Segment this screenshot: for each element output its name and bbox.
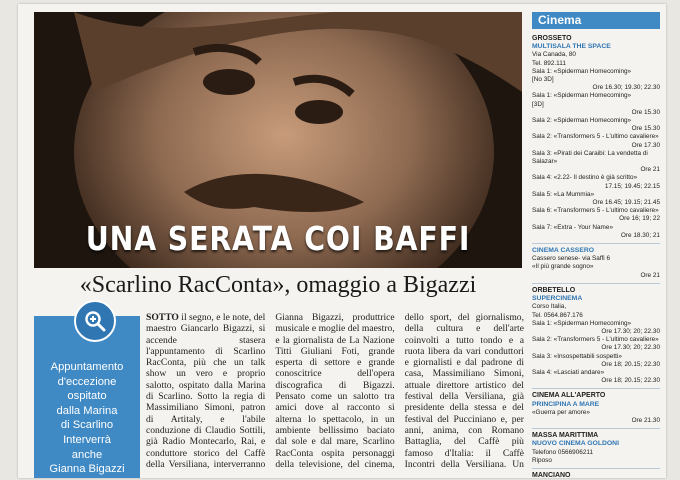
listing-show: Sala 3: «Pirati dei Caraibi: La vendetta di Salazar»	[532, 149, 648, 166]
highlight-line: Interverrà	[63, 433, 111, 446]
listing-info: Riposo	[532, 456, 552, 464]
zoom-icon[interactable]	[74, 300, 116, 342]
listing-cinema-name: NUOVO CINEMA GOLDONI	[532, 440, 619, 448]
article-text: il segno, e le note, del maestro Giancarlo Bigazzi, si accende stasera l'appuntamento di Scarlino RacConta, più che un talk show un vero e proprio salotto, ospitato dalla Marina di Scarlino. Sotto la regia di Massimiliano Simoni, patron di Artitaly, e l'abile conduzione di Claudio Sottili, già Radio Montecarlo, Rai, e conduttore storico del Caffè della Versiliana, interverranno Gianna Bigazzi, produttrice musicale e moglie del maestro, e la giornalista de La Nazione Titti Giuliani Foti, grande esperta di settore e grande conoscitrice dell'opera discografica di Bigazzi. Pensato come un salotto tra amici dove al racconto si alterna lo spettacolo, in un ambiente bellissimo baciato dal sole e dal mare, Scarlino RacConta ospita personaggi della televisione, del cinema, dello sport, del giornalismo, della cultura e dell'arte coinvolti a tutto tondo e a ruota libera da vari conduttori e giornalisti e dal padrone di casa, Massimiliano Simoni, attuale direttore artistico del festival della Versiliana, già presidente della stessa e del festival del Pucciniano e, per anni, anima, con Romano Battaglia, del Caffè più famoso d'Italia: il Caffè Incontri della Versiliana. Un	[146, 312, 524, 470]
listing-times: Ore 15.30	[631, 108, 660, 116]
listing-times: Ore 18.30; 21	[620, 231, 660, 239]
listing-info: Tel. 0564.867.176	[532, 311, 583, 319]
highlight-line: ospitato	[67, 390, 107, 403]
listing-times: Ore 16.45; 19.15; 21.45	[592, 199, 660, 207]
listing-show: Sala 1: «Spiderman Homecoming»	[532, 319, 632, 327]
listing-show: Sala 2: «Transformers 5 - L'ultimo cavaliere»	[532, 336, 659, 344]
highlight-line: di Scarlino	[60, 419, 114, 432]
listing-show: [No 3D]	[532, 76, 554, 84]
article-paragraph	[146, 312, 524, 478]
cinema-blocks	[532, 35, 660, 478]
highlight-line: Appuntamento	[50, 361, 124, 373]
listing-separator	[532, 283, 660, 284]
listing-show: Sala 6: «Transformers 5 - L'ultimo cavaliere»	[532, 207, 659, 215]
listing-show: Sala 3: «Insospettabili sospetti»	[532, 352, 622, 360]
listing-show: Sala 4: «Lasciati andare»	[532, 368, 605, 376]
listing-times: Ore 18; 20.15; 22.30	[601, 377, 660, 385]
listing-city: GROSSETO	[532, 35, 572, 42]
listing-show: Sala 2: «Spiderman Homecoming»	[532, 117, 632, 125]
listing-times: Ore 21	[640, 166, 660, 174]
highlight-line: dalla Marina	[56, 404, 118, 417]
listing-separator	[532, 388, 660, 389]
newspaper-page	[18, 4, 666, 478]
highlight-line	[36, 477, 138, 478]
highlight-text	[36, 360, 138, 478]
listing-show: Sala 7: «Extra - Your Name»	[532, 223, 613, 231]
listing-times: Ore 17.30; 20; 22.30	[601, 344, 660, 352]
listing-show: Sala 1: «Spiderman Homecoming»	[532, 67, 632, 75]
listing-info: Tel. 892.111	[532, 59, 566, 67]
listing-show: «Guerra per amore»	[532, 408, 590, 416]
listing-city: MASSA MARITTIMA	[532, 432, 599, 440]
listing-show: [3D]	[532, 100, 544, 108]
article-subtitle: «Scarlino RacConta», omaggio a Bigazzi	[79, 272, 477, 298]
listing-city: MANCIANO	[532, 471, 571, 478]
article-lead: SOTTO	[146, 312, 179, 323]
headline: UNA SERATA COI BAFFI	[85, 219, 471, 258]
listing-city: ORBETELLO	[532, 286, 576, 294]
listing-times: Ore 21	[640, 271, 660, 279]
listing-show: Sala 1: «Spiderman Homecoming»	[532, 92, 632, 100]
listing-show: «Il più grande sogno»	[532, 263, 594, 271]
listing-times: Ore 21.30	[631, 416, 660, 424]
listing-separator	[532, 243, 660, 244]
listing-cinema-name: SUPERCINEMA	[532, 295, 583, 303]
listing-info: Telefono 0566906211	[532, 448, 594, 456]
magnifier-icon	[83, 309, 107, 333]
highlight-line: d'eccezione	[57, 375, 117, 388]
portrait-photo	[34, 12, 522, 268]
article-body	[146, 312, 524, 478]
listing-show: Sala 4: «2.22- Il destino è già scritto»	[532, 174, 638, 182]
highlight-line: Gianna Bigazzi	[49, 463, 125, 476]
listing-info: Cassero senese- via Saffi 6	[532, 255, 611, 263]
listing-show: Sala 2: «Transformers 5 - L'ultimo cavaliere»	[532, 133, 659, 141]
listing-cinema-name: PRINCIPINA A MARE	[532, 400, 600, 408]
listing-city: CINEMA ALL'APERTO	[532, 392, 606, 400]
listing-times: Ore 17.30	[631, 141, 660, 149]
highlight-line: anche	[71, 448, 103, 461]
cinema-listings	[532, 12, 660, 478]
listing-cinema-name: CINEMA CASSERO	[532, 247, 595, 255]
cinema-section-title: Cinema	[532, 12, 660, 29]
listing-times: Ore 16; 19; 22	[619, 215, 660, 223]
listing-cinema-name: MULTISALA THE SPACE	[532, 43, 611, 51]
listing-show: Sala 5: «La Mummia»	[532, 190, 595, 198]
listing-times: Ore 18; 20.15; 22.30	[601, 360, 660, 368]
listing-separator	[532, 428, 660, 429]
listing-info: Corso Italia,	[532, 303, 567, 311]
listing-times: 17.15; 19.45; 22.15	[604, 182, 660, 190]
listing-separator	[532, 468, 660, 469]
listing-times: Ore 15.30	[631, 125, 660, 133]
listing-times: Ore 16.30; 19.30; 22.30	[592, 84, 660, 92]
listing-info: Via Canada, 80	[532, 51, 576, 59]
listing-times: Ore 17.30; 20; 22.30	[601, 327, 660, 335]
